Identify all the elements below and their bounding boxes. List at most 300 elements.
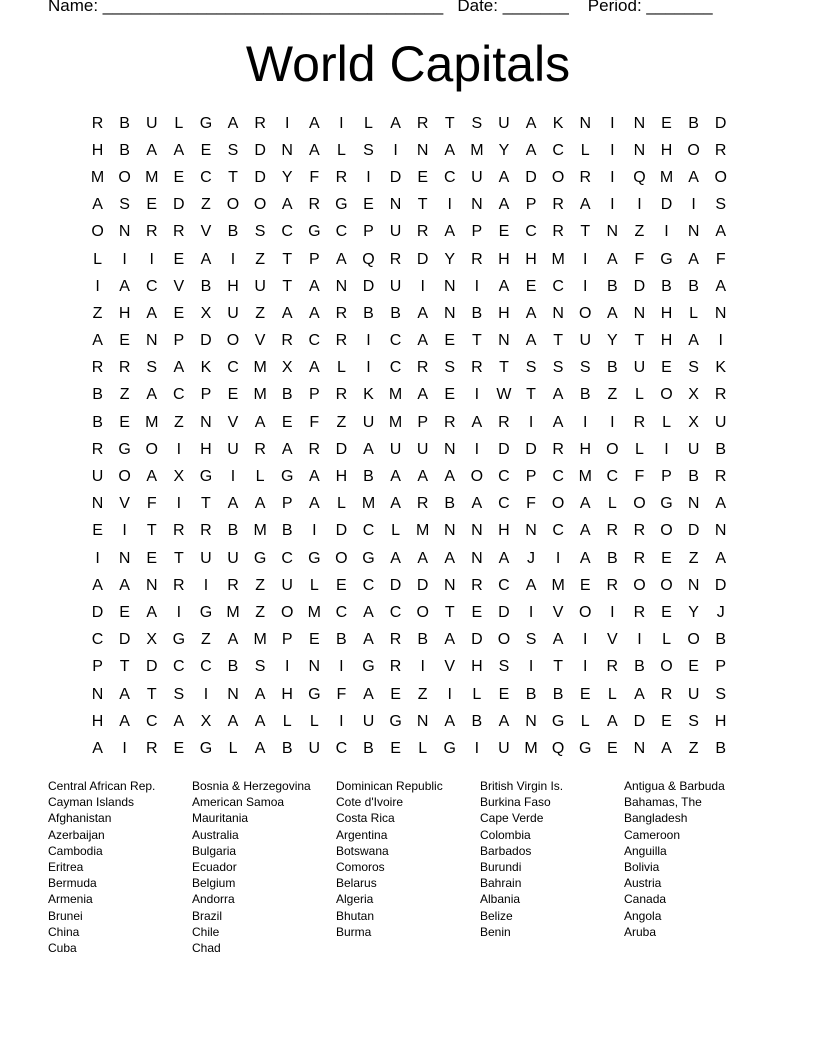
grid-letter[interactable]: A	[308, 277, 320, 295]
grid-letter[interactable]: I	[555, 549, 561, 567]
grid-letter[interactable]: G	[362, 549, 375, 567]
grid-letter[interactable]: N	[714, 304, 727, 322]
grid-letter[interactable]: A	[254, 712, 266, 730]
grid-letter[interactable]: O	[714, 168, 727, 186]
grid-letter[interactable]: R	[335, 386, 348, 404]
grid-letter[interactable]: H	[91, 141, 104, 159]
grid-letter[interactable]: A	[254, 739, 266, 757]
grid-letter[interactable]: U	[498, 114, 510, 132]
grid-letter[interactable]: K	[552, 114, 564, 132]
grid-letter[interactable]: C	[200, 658, 212, 676]
grid-letter[interactable]: Z	[417, 685, 428, 703]
grid-letter[interactable]: B	[92, 413, 103, 431]
grid-letter[interactable]: E	[390, 739, 401, 757]
grid-letter[interactable]: N	[443, 277, 456, 295]
grid-letter[interactable]: N	[389, 196, 402, 214]
grid-letter[interactable]: V	[173, 277, 185, 295]
grid-letter[interactable]: I	[474, 386, 480, 404]
grid-letter[interactable]: I	[339, 712, 344, 730]
grid-letter[interactable]: E	[119, 332, 130, 350]
grid-letter[interactable]: Z	[255, 603, 265, 621]
grid-letter[interactable]: B	[92, 386, 103, 404]
grid-letter[interactable]: C	[498, 468, 510, 486]
grid-letter[interactable]: E	[525, 277, 537, 295]
grid-letter[interactable]: I	[393, 141, 398, 159]
grid-letter[interactable]: N	[687, 576, 700, 594]
grid-letter[interactable]: N	[714, 522, 727, 540]
grid-letter[interactable]: G	[199, 739, 213, 757]
grid-letter[interactable]: A	[173, 712, 185, 730]
grid-letter[interactable]: I	[610, 413, 615, 431]
grid-letter[interactable]: L	[662, 631, 671, 649]
grid-letter[interactable]: X	[200, 304, 212, 322]
grid-letter[interactable]: D	[389, 168, 402, 186]
grid-letter[interactable]: A	[444, 223, 456, 241]
grid-letter[interactable]: L	[689, 304, 699, 322]
grid-letter[interactable]: I	[528, 658, 534, 676]
grid-letter[interactable]: A	[119, 277, 130, 295]
grid-letter[interactable]: N	[308, 658, 321, 676]
grid-letter[interactable]: Z	[634, 223, 645, 241]
grid-letter[interactable]: E	[579, 685, 591, 703]
grid-letter[interactable]: N	[687, 223, 700, 241]
grid-letter[interactable]: H	[579, 440, 592, 458]
grid-letter[interactable]: O	[226, 332, 240, 350]
grid-letter[interactable]: I	[420, 277, 425, 295]
grid-letter[interactable]: U	[633, 359, 646, 377]
grid-letter[interactable]: U	[687, 440, 700, 458]
grid-letter[interactable]: P	[525, 468, 537, 486]
grid-letter[interactable]: D	[525, 440, 537, 458]
grid-letter[interactable]: M	[659, 168, 674, 186]
grid-letter[interactable]: A	[308, 141, 320, 159]
grid-letter[interactable]: O	[633, 495, 646, 513]
name-field-label[interactable]: Name: ____________________________________	[48, 0, 444, 15]
grid-letter[interactable]: N	[443, 440, 456, 458]
grid-letter[interactable]: D	[335, 522, 348, 540]
grid-letter[interactable]: A	[308, 304, 320, 322]
grid-letter[interactable]: U	[145, 114, 158, 132]
grid-letter[interactable]: H	[714, 712, 727, 730]
grid-letter[interactable]: F	[309, 168, 320, 186]
grid-letter[interactable]: U	[389, 223, 402, 241]
grid-letter[interactable]: S	[715, 196, 727, 214]
grid-letter[interactable]: A	[363, 440, 374, 458]
grid-letter[interactable]: D	[254, 168, 266, 186]
grid-letter[interactable]: P	[661, 468, 672, 486]
grid-letter[interactable]: B	[688, 468, 699, 486]
grid-letter[interactable]: H	[91, 712, 104, 730]
grid-letter[interactable]: H	[660, 332, 673, 350]
grid-letter[interactable]: N	[633, 114, 646, 132]
grid-letter[interactable]: C	[335, 603, 348, 621]
grid-letter[interactable]: I	[474, 440, 480, 458]
grid-letter[interactable]: I	[122, 522, 127, 540]
grid-letter[interactable]: A	[525, 141, 537, 159]
grid-letter[interactable]: A	[119, 576, 130, 594]
grid-letter[interactable]: U	[308, 739, 321, 757]
grid-letter[interactable]: M	[578, 468, 592, 486]
grid-letter[interactable]: O	[253, 196, 267, 214]
period-field-label[interactable]: Period: _______	[587, 0, 713, 15]
grid-letter[interactable]: U	[227, 549, 239, 567]
grid-letter[interactable]: A	[579, 196, 591, 214]
grid-letter[interactable]: L	[607, 685, 617, 703]
grid-letter[interactable]: N	[606, 223, 619, 241]
grid-letter[interactable]: A	[92, 196, 103, 214]
grid-letter[interactable]: A	[308, 495, 320, 513]
grid-letter[interactable]: A	[552, 386, 564, 404]
grid-letter[interactable]: E	[471, 603, 483, 621]
grid-letter[interactable]: C	[606, 468, 619, 486]
grid-letter[interactable]: T	[228, 168, 238, 186]
grid-letter[interactable]: A	[688, 250, 699, 268]
grid-letter[interactable]: L	[418, 739, 428, 757]
grid-letter[interactable]: Z	[688, 739, 699, 757]
grid-letter[interactable]: L	[364, 114, 373, 132]
grid-letter[interactable]: A	[390, 468, 401, 486]
grid-letter[interactable]: Z	[607, 386, 618, 404]
grid-letter[interactable]: U	[281, 576, 293, 594]
grid-letter[interactable]: A	[579, 549, 591, 567]
grid-letter[interactable]: N	[145, 332, 158, 350]
grid-letter[interactable]: B	[390, 304, 401, 322]
grid-letter[interactable]: C	[227, 359, 239, 377]
grid-letter[interactable]: Q	[362, 250, 375, 268]
grid-letter[interactable]: C	[173, 386, 185, 404]
grid-letter[interactable]: N	[525, 522, 537, 540]
grid-letter[interactable]: D	[687, 522, 700, 540]
grid-letter[interactable]: S	[363, 141, 374, 159]
grid-letter[interactable]: H	[525, 250, 537, 268]
grid-letter[interactable]: A	[227, 712, 239, 730]
grid-letter[interactable]: M	[253, 522, 267, 540]
grid-letter[interactable]: K	[715, 359, 727, 377]
grid-letter[interactable]: A	[444, 712, 456, 730]
grid-letter[interactable]: Y	[498, 141, 510, 159]
grid-letter[interactable]: E	[92, 522, 103, 540]
grid-letter[interactable]: B	[552, 685, 564, 703]
grid-letter[interactable]: U	[227, 304, 239, 322]
grid-letter[interactable]: D	[173, 196, 185, 214]
grid-letter[interactable]: E	[444, 332, 456, 350]
grid-letter[interactable]: P	[525, 196, 537, 214]
grid-letter[interactable]: G	[660, 495, 673, 513]
grid-letter[interactable]: A	[92, 739, 103, 757]
grid-letter[interactable]: A	[715, 495, 727, 513]
grid-letter[interactable]: T	[553, 332, 564, 350]
grid-letter[interactable]: R	[254, 114, 266, 132]
grid-letter[interactable]: Z	[255, 250, 265, 268]
grid-letter[interactable]: E	[119, 603, 130, 621]
grid-letter[interactable]: H	[660, 141, 673, 159]
grid-letter[interactable]: I	[230, 250, 236, 268]
grid-letter[interactable]: U	[362, 413, 375, 431]
grid-letter[interactable]: B	[417, 631, 428, 649]
grid-letter[interactable]: B	[661, 277, 672, 295]
grid-letter[interactable]: O	[660, 576, 673, 594]
grid-letter[interactable]: U	[200, 549, 212, 567]
grid-letter[interactable]: G	[660, 250, 673, 268]
grid-letter[interactable]: I	[474, 277, 480, 295]
grid-letter[interactable]: A	[525, 576, 537, 594]
grid-letter[interactable]: A	[308, 114, 320, 132]
grid-letter[interactable]: E	[498, 685, 510, 703]
grid-letter[interactable]: R	[606, 522, 619, 540]
grid-letter[interactable]: N	[443, 576, 456, 594]
grid-letter[interactable]: X	[688, 413, 699, 431]
grid-letter[interactable]: G	[280, 468, 294, 486]
grid-letter[interactable]: I	[610, 168, 615, 186]
grid-letter[interactable]: R	[714, 141, 727, 159]
grid-letter[interactable]: N	[416, 141, 429, 159]
grid-letter[interactable]: E	[498, 223, 510, 241]
grid-letter[interactable]: Z	[173, 413, 184, 431]
grid-letter[interactable]: E	[281, 413, 293, 431]
grid-letter[interactable]: A	[661, 739, 672, 757]
grid-letter[interactable]: U	[471, 168, 483, 186]
grid-letter[interactable]: J	[527, 549, 536, 567]
grid-letter[interactable]: V	[606, 631, 618, 649]
grid-letter[interactable]: L	[174, 114, 184, 132]
grid-letter[interactable]: N	[471, 549, 483, 567]
grid-letter[interactable]: O	[687, 141, 700, 159]
grid-letter[interactable]: A	[552, 413, 564, 431]
grid-letter[interactable]: G	[389, 712, 402, 730]
grid-letter[interactable]: M	[307, 603, 321, 621]
grid-letter[interactable]: A	[634, 685, 645, 703]
grid-letter[interactable]: N	[91, 685, 104, 703]
grid-letter[interactable]: C	[335, 739, 348, 757]
grid-letter[interactable]: B	[227, 522, 239, 540]
grid-letter[interactable]: I	[284, 658, 290, 676]
grid-letter[interactable]: A	[281, 304, 293, 322]
grid-letter[interactable]: A	[417, 468, 428, 486]
grid-letter[interactable]: R	[471, 359, 483, 377]
grid-letter[interactable]: G	[579, 739, 592, 757]
grid-letter[interactable]: P	[363, 223, 374, 241]
grid-letter[interactable]: M	[253, 386, 267, 404]
grid-letter[interactable]: I	[583, 277, 588, 295]
grid-letter[interactable]: B	[336, 631, 347, 649]
grid-letter[interactable]: A	[525, 304, 537, 322]
grid-letter[interactable]: R	[308, 196, 321, 214]
grid-letter[interactable]: U	[362, 712, 375, 730]
grid-letter[interactable]: A	[390, 549, 401, 567]
grid-letter[interactable]: L	[580, 712, 590, 730]
grid-letter[interactable]: A	[390, 114, 401, 132]
grid-letter[interactable]: O	[470, 468, 484, 486]
grid-letter[interactable]: T	[173, 549, 184, 567]
grid-letter[interactable]: I	[149, 250, 154, 268]
grid-letter[interactable]: S	[227, 141, 239, 159]
grid-letter[interactable]: I	[122, 739, 127, 757]
grid-letter[interactable]: R	[606, 658, 619, 676]
grid-letter[interactable]: L	[580, 141, 590, 159]
grid-letter[interactable]: N	[227, 685, 239, 703]
grid-letter[interactable]: G	[118, 440, 131, 458]
grid-letter[interactable]: P	[715, 658, 727, 676]
grid-letter[interactable]: A	[227, 114, 239, 132]
grid-letter[interactable]: M	[145, 413, 159, 431]
grid-letter[interactable]: C	[498, 576, 510, 594]
grid-letter[interactable]: D	[633, 277, 646, 295]
grid-letter[interactable]: A	[417, 549, 428, 567]
grid-letter[interactable]: A	[92, 332, 103, 350]
grid-letter[interactable]: F	[715, 250, 726, 268]
grid-letter[interactable]: R	[335, 304, 348, 322]
grid-letter[interactable]: U	[714, 413, 727, 431]
grid-letter[interactable]: H	[281, 685, 293, 703]
grid-letter[interactable]: K	[200, 359, 212, 377]
grid-letter[interactable]: R	[552, 223, 564, 241]
grid-letter[interactable]: I	[447, 685, 452, 703]
grid-letter[interactable]: O	[606, 440, 619, 458]
grid-letter[interactable]: D	[118, 631, 131, 649]
grid-letter[interactable]: R	[471, 576, 483, 594]
grid-letter[interactable]: A	[146, 386, 158, 404]
grid-letter[interactable]: E	[661, 549, 672, 567]
grid-letter[interactable]: P	[281, 631, 293, 649]
grid-letter[interactable]: P	[92, 658, 103, 676]
grid-letter[interactable]: N	[416, 712, 429, 730]
grid-letter[interactable]: L	[336, 359, 346, 377]
grid-letter[interactable]: A	[444, 631, 456, 649]
grid-letter[interactable]: N	[552, 304, 564, 322]
grid-letter[interactable]: O	[226, 196, 240, 214]
grid-letter[interactable]: E	[579, 576, 591, 594]
grid-letter[interactable]: B	[525, 685, 537, 703]
grid-letter[interactable]: C	[498, 495, 510, 513]
grid-letter[interactable]: O	[660, 386, 673, 404]
grid-letter[interactable]: R	[416, 114, 429, 132]
grid-letter[interactable]: I	[366, 168, 371, 186]
grid-letter[interactable]: M	[253, 631, 267, 649]
grid-letter[interactable]: I	[610, 603, 615, 621]
grid-letter[interactable]: T	[499, 359, 509, 377]
grid-letter[interactable]: M	[90, 168, 105, 186]
grid-letter[interactable]: R	[552, 196, 564, 214]
grid-letter[interactable]: I	[610, 114, 615, 132]
grid-letter[interactable]: C	[335, 223, 348, 241]
grid-letter[interactable]: T	[471, 332, 482, 350]
grid-letter[interactable]: C	[308, 332, 321, 350]
grid-letter[interactable]: R	[633, 522, 646, 540]
grid-letter[interactable]: C	[200, 168, 212, 186]
grid-letter[interactable]: R	[91, 440, 104, 458]
grid-letter[interactable]: D	[200, 332, 212, 350]
grid-letter[interactable]: N	[498, 332, 510, 350]
grid-letter[interactable]: A	[417, 386, 428, 404]
grid-letter[interactable]: S	[119, 196, 130, 214]
grid-letter[interactable]: R	[714, 386, 727, 404]
grid-letter[interactable]: N	[633, 141, 646, 159]
grid-letter[interactable]: B	[606, 549, 618, 567]
grid-letter[interactable]: I	[637, 631, 642, 649]
grid-letter[interactable]: N	[633, 739, 646, 757]
grid-letter[interactable]: D	[660, 196, 673, 214]
grid-letter[interactable]: I	[176, 603, 182, 621]
grid-letter[interactable]: T	[146, 685, 157, 703]
grid-letter[interactable]: R	[552, 440, 564, 458]
grid-letter[interactable]: S	[552, 359, 564, 377]
grid-letter[interactable]: R	[281, 332, 293, 350]
grid-letter[interactable]: T	[526, 386, 536, 404]
grid-letter[interactable]: H	[498, 250, 510, 268]
grid-letter[interactable]: M	[416, 522, 430, 540]
grid-letter[interactable]: R	[145, 223, 158, 241]
grid-letter[interactable]: L	[309, 576, 319, 594]
grid-letter[interactable]: X	[173, 468, 185, 486]
grid-letter[interactable]: H	[660, 304, 673, 322]
grid-letter[interactable]: R	[579, 168, 592, 186]
grid-letter[interactable]: A	[308, 359, 320, 377]
grid-letter[interactable]: M	[361, 495, 376, 513]
grid-letter[interactable]: D	[145, 658, 158, 676]
grid-letter[interactable]: I	[583, 413, 588, 431]
grid-letter[interactable]: N	[91, 495, 104, 513]
grid-letter[interactable]: A	[227, 631, 239, 649]
grid-letter[interactable]: O	[687, 631, 700, 649]
grid-letter[interactable]: R	[308, 440, 321, 458]
grid-letter[interactable]: U	[687, 685, 700, 703]
grid-letter[interactable]: R	[145, 739, 158, 757]
grid-letter[interactable]: S	[498, 658, 510, 676]
grid-letter[interactable]: T	[282, 277, 293, 295]
grid-letter[interactable]: A	[417, 332, 428, 350]
grid-letter[interactable]: I	[176, 495, 182, 513]
grid-letter[interactable]: E	[173, 168, 185, 186]
grid-letter[interactable]: C	[552, 277, 564, 295]
grid-letter[interactable]: L	[662, 413, 671, 431]
grid-letter[interactable]: D	[254, 141, 266, 159]
grid-letter[interactable]: V	[444, 658, 456, 676]
grid-letter[interactable]: M	[253, 359, 267, 377]
grid-letter[interactable]: O	[551, 495, 565, 513]
grid-letter[interactable]: B	[471, 712, 483, 730]
grid-letter[interactable]: X	[281, 359, 293, 377]
grid-letter[interactable]: I	[474, 739, 480, 757]
grid-letter[interactable]: B	[634, 658, 645, 676]
grid-letter[interactable]: F	[634, 250, 645, 268]
grid-letter[interactable]: L	[634, 440, 644, 458]
grid-letter[interactable]: J	[716, 603, 725, 621]
grid-letter[interactable]: U	[254, 277, 266, 295]
grid-letter[interactable]: F	[526, 495, 536, 513]
grid-letter[interactable]: A	[146, 304, 158, 322]
grid-letter[interactable]: U	[227, 440, 239, 458]
grid-letter[interactable]: Y	[281, 168, 293, 186]
grid-letter[interactable]: X	[146, 631, 158, 649]
grid-letter[interactable]: E	[146, 549, 158, 567]
grid-letter[interactable]: A	[92, 576, 103, 594]
grid-letter[interactable]: I	[95, 277, 100, 295]
grid-letter[interactable]: S	[525, 631, 537, 649]
grid-letter[interactable]: G	[443, 739, 456, 757]
grid-letter[interactable]: I	[447, 196, 452, 214]
grid-letter[interactable]: A	[444, 468, 456, 486]
grid-letter[interactable]: B	[200, 277, 212, 295]
grid-letter[interactable]: R	[200, 522, 212, 540]
grid-letter[interactable]: V	[200, 223, 212, 241]
grid-letter[interactable]: C	[145, 277, 158, 295]
grid-letter[interactable]: A	[254, 685, 266, 703]
grid-letter[interactable]: B	[606, 277, 618, 295]
grid-letter[interactable]: N	[579, 114, 592, 132]
grid-letter[interactable]: A	[363, 685, 374, 703]
grid-letter[interactable]: M	[388, 413, 403, 431]
grid-letter[interactable]: I	[122, 250, 127, 268]
